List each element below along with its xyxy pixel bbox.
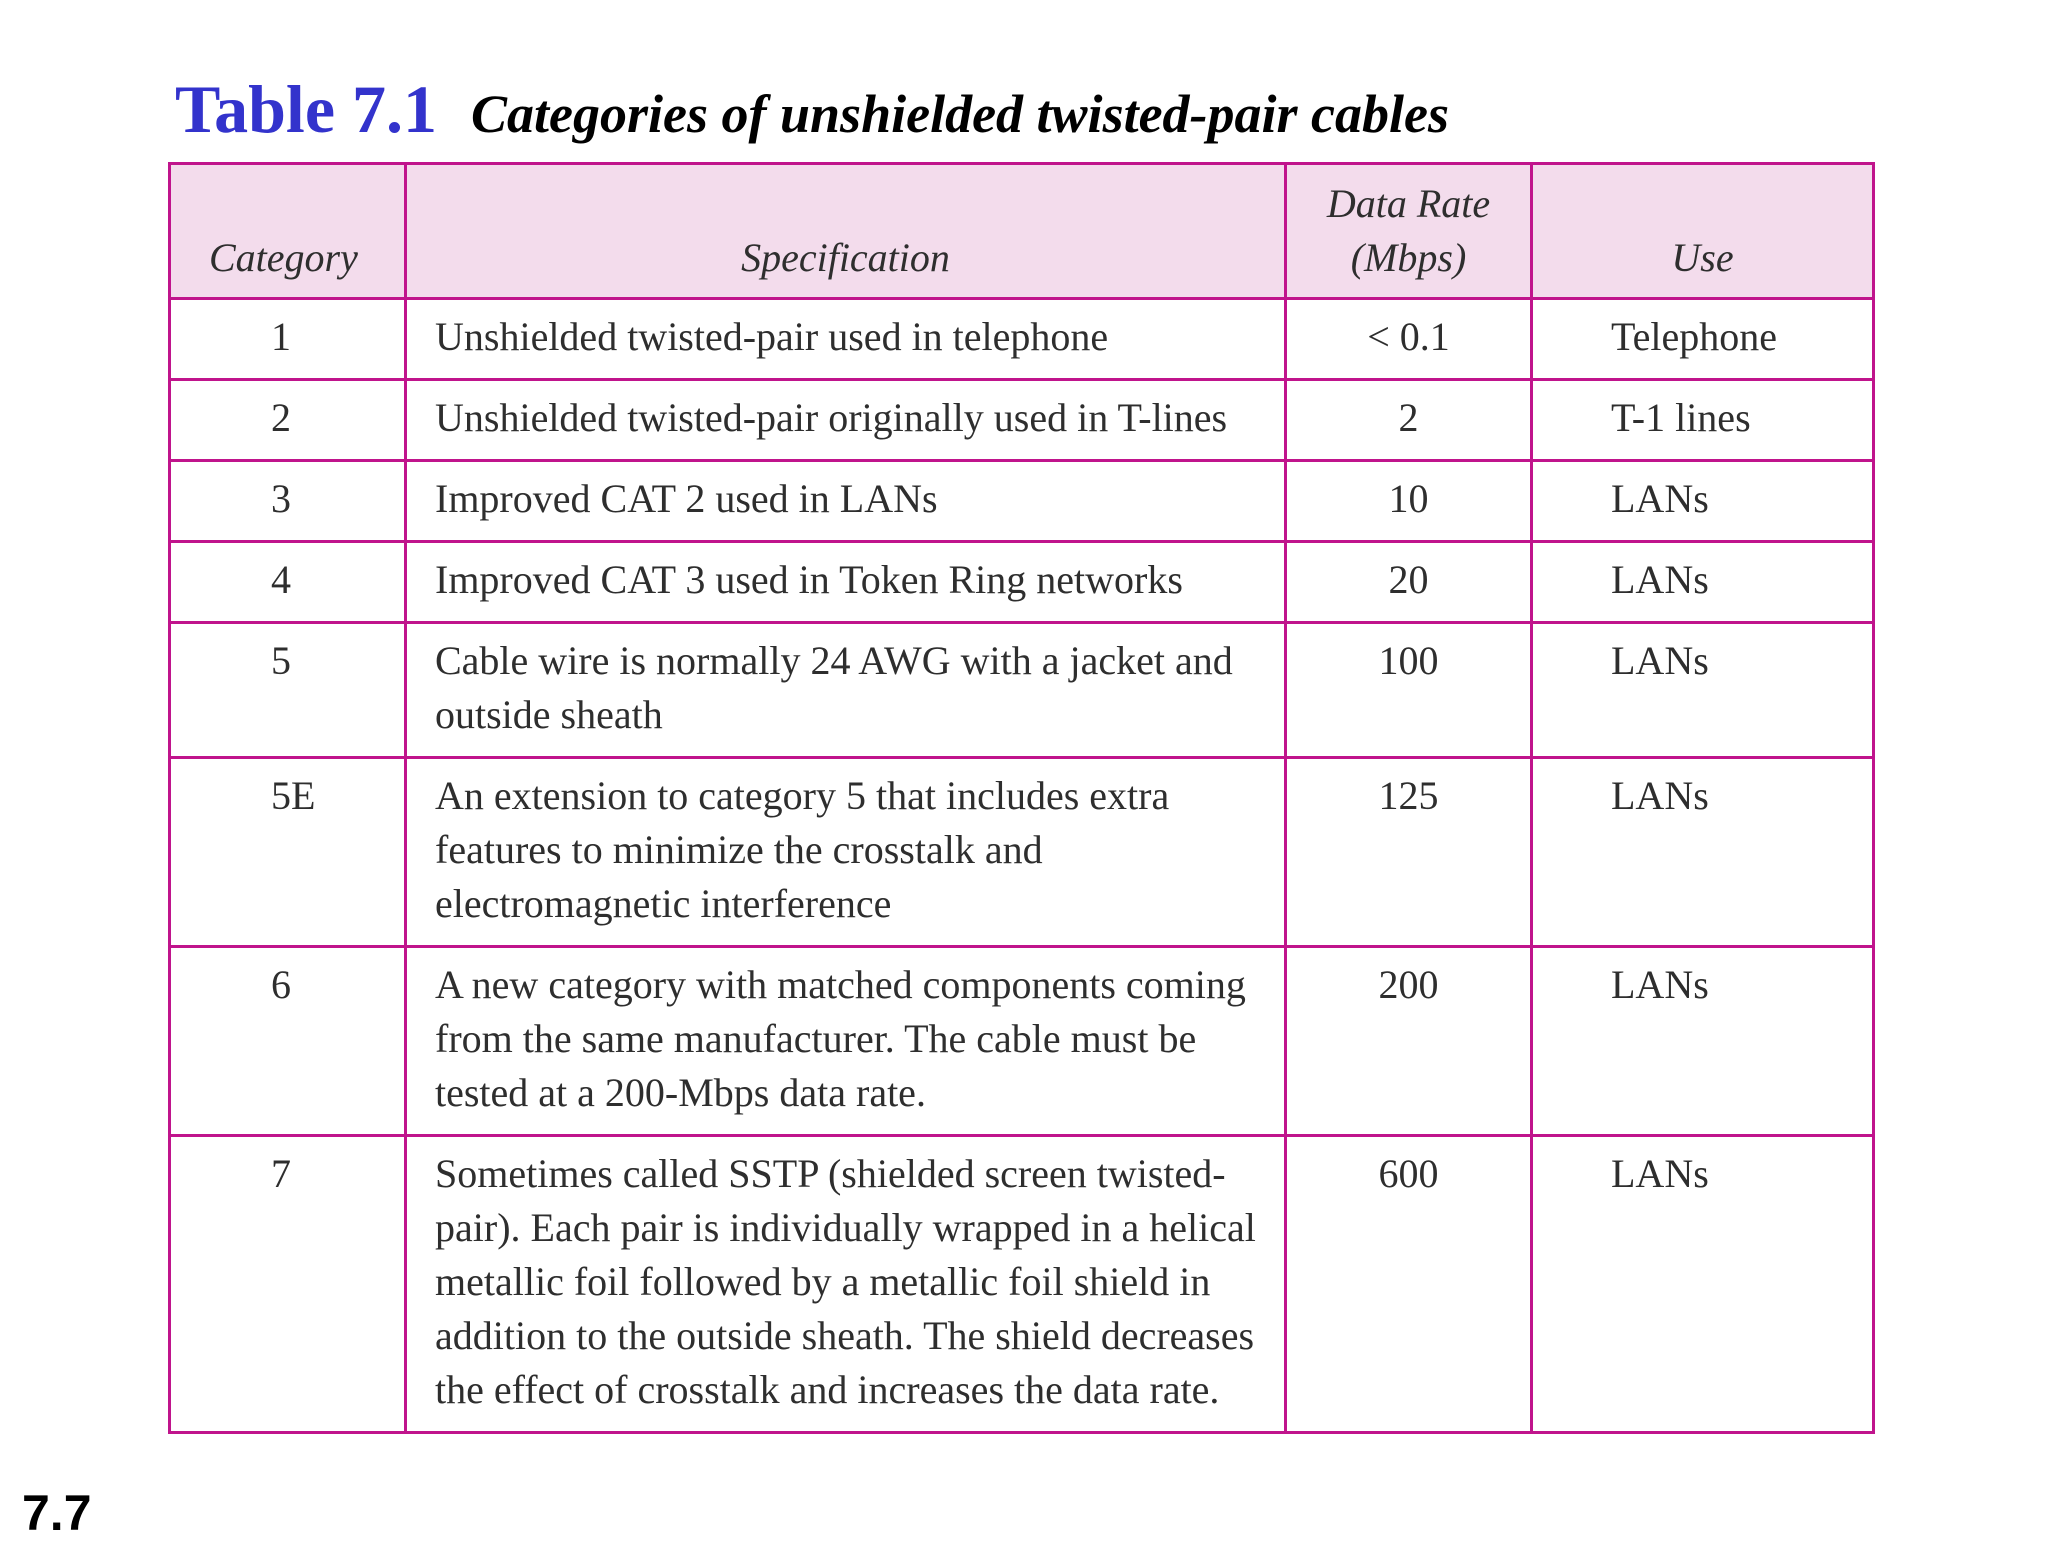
- table-title: Categories of unshielded twisted-pair cables: [471, 84, 1450, 144]
- table-body: [170, 299, 1874, 1433]
- table-row: [170, 461, 1874, 542]
- cell-use: LANs: [1532, 461, 1874, 542]
- cell-data-rate: < 0.1: [1286, 299, 1532, 380]
- cell-specification: Improved CAT 3 used in Token Ring networks: [406, 542, 1286, 623]
- header-row: [170, 164, 1874, 299]
- header-specification: Specification: [406, 164, 1286, 299]
- table-header: [170, 164, 1874, 299]
- cell-data-rate: 10: [1286, 461, 1532, 542]
- cell-specification: Sometimes called SSTP (shielded screen twisted-pair). Each pair is individually wrapped in a helical metallic foil followed by a metallic foil shield in addition to the outside sheath. The shield decreases the effect of crosstalk and increases the data rate.: [406, 1136, 1286, 1433]
- cell-data-rate: 2: [1286, 380, 1532, 461]
- cell-specification: A new category with matched components coming from the same manufacturer. The cable must be tested at a 200-Mbps data rate.: [406, 947, 1286, 1136]
- header-use: Use: [1532, 164, 1874, 299]
- table-row: [170, 758, 1874, 947]
- cell-specification: Unshielded twisted-pair originally used in T-lines: [406, 380, 1286, 461]
- cell-use: T-1 lines: [1532, 380, 1874, 461]
- cell-category: 3: [170, 461, 406, 542]
- cell-use: LANs: [1532, 758, 1874, 947]
- cell-use: LANs: [1532, 1136, 1874, 1433]
- cell-specification: Improved CAT 2 used in LANs: [406, 461, 1286, 542]
- header-data-rate-line1: Data Rate: [1326, 181, 1491, 226]
- table-caption: [175, 70, 1449, 149]
- table-row: [170, 1136, 1874, 1433]
- header-data-rate: [1286, 164, 1532, 299]
- cell-category: 6: [170, 947, 406, 1136]
- header-data-rate-line2: (Mbps): [1350, 235, 1467, 280]
- table-row: [170, 623, 1874, 758]
- cell-category: 4: [170, 542, 406, 623]
- cell-category: 2: [170, 380, 406, 461]
- utp-categories-table: [168, 162, 1875, 1434]
- cell-use: Telephone: [1532, 299, 1874, 380]
- table-number: Table 7.1: [175, 71, 438, 147]
- cell-specification: Unshielded twisted-pair used in telephone: [406, 299, 1286, 380]
- cell-data-rate: 100: [1286, 623, 1532, 758]
- cell-category: 7: [170, 1136, 406, 1433]
- slide-number: 7.7: [22, 1485, 92, 1541]
- header-category: Category: [170, 164, 406, 299]
- cell-category: 1: [170, 299, 406, 380]
- table-row: [170, 299, 1874, 380]
- cell-specification: Cable wire is normally 24 AWG with a jacket and outside sheath: [406, 623, 1286, 758]
- table-row: [170, 947, 1874, 1136]
- cell-category: 5: [170, 623, 406, 758]
- cell-data-rate: 125: [1286, 758, 1532, 947]
- cell-specification: An extension to category 5 that includes extra features to minimize the crosstalk and electromagnetic interference: [406, 758, 1286, 947]
- cell-data-rate: 200: [1286, 947, 1532, 1136]
- table-row: [170, 542, 1874, 623]
- cell-data-rate: 600: [1286, 1136, 1532, 1433]
- cell-use: LANs: [1532, 947, 1874, 1136]
- table-row: [170, 380, 1874, 461]
- cell-category: 5E: [170, 758, 406, 947]
- cell-use: LANs: [1532, 542, 1874, 623]
- cell-data-rate: 20: [1286, 542, 1532, 623]
- cell-use: LANs: [1532, 623, 1874, 758]
